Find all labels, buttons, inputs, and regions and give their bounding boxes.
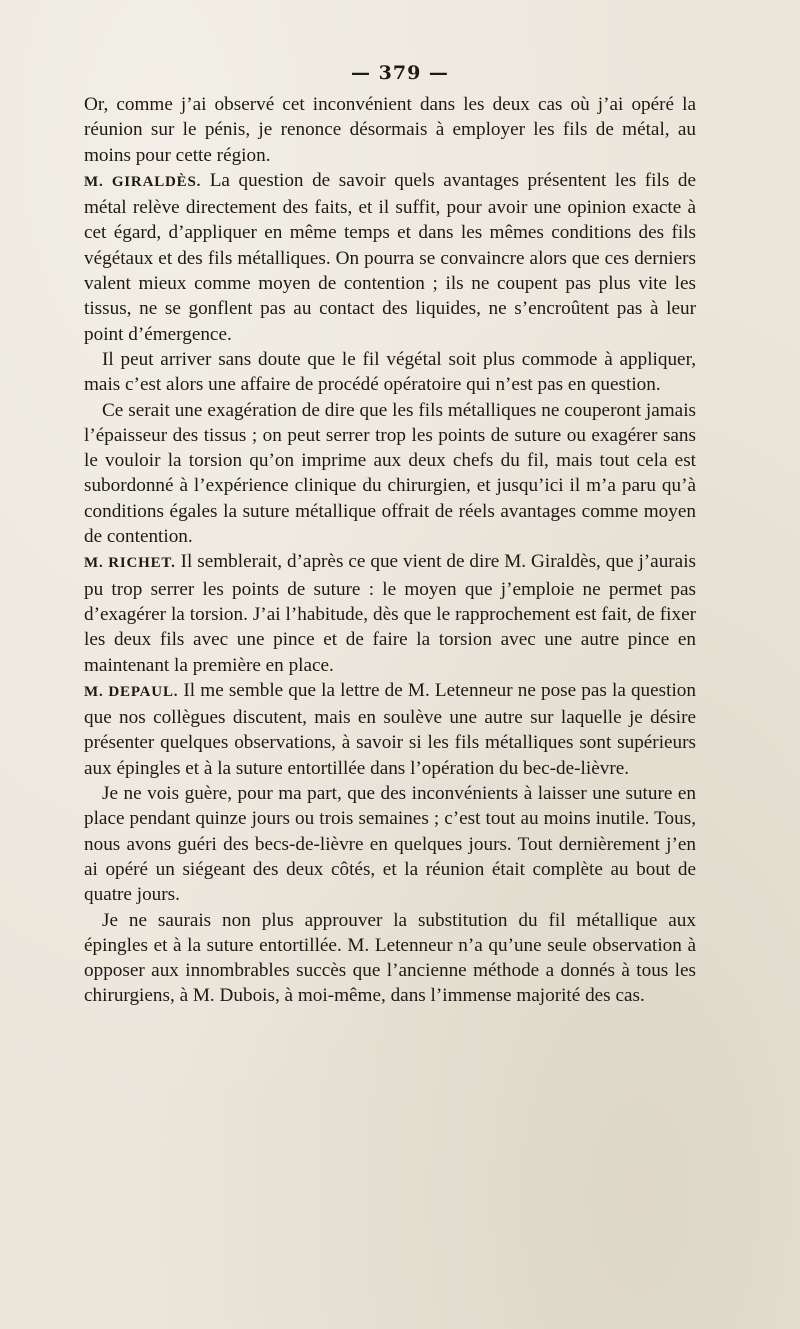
body-text <box>84 92 696 1009</box>
paragraph <box>84 168 696 347</box>
paragraph <box>84 781 696 907</box>
speaker-name: M. RICHET. <box>84 555 176 572</box>
paragraph-text: Il semblerait, d’après ce que vient de dire M. Giraldès, que j’aurais pu trop serrer les points de suture : le moyen que j’emploie ne permet pas d’exagérer la torsion. J’ai l’habitude, dès que le rapprochement est fait, de fixer les deux fils avec une pince et de faire la torsion avec une autre pince en maintenant la première en place. <box>84 551 696 676</box>
paragraph <box>84 92 696 168</box>
paragraph <box>84 398 696 550</box>
paragraph-text: Or, comme j’ai observé cet inconvénient dans les deux cas où j’ai opéré la réunion sur le pénis, je renonce désormais à employer les fils de métal, au moins pour cette région. <box>84 94 696 166</box>
paragraph <box>84 347 696 398</box>
paragraph <box>84 549 696 677</box>
paragraph-text: Ce serait une exagération de dire que les fils métalliques ne couperont jamais l’épaisseur des tissus ; on peut serrer trop les points de suture ou exagérer sans le vouloir la torsion qu’on imprime aux deux chefs du fil, mais tout cela est subordonné à l’expérience clinique du chirurgien, et jusqu’ici il m’a paru qu’à conditions égales la suture métallique offrait de réels avantages comme moyen de contention. <box>84 399 696 548</box>
paragraph-text: La question de savoir quels avantages présentent les fils de métal relève directement des faits, et il suffit, pour avoir une opinion exacte à cet égard, d’appliquer en même temps et dans les mêmes conditions des fils végétaux et des fils métalliques. On pourra se convaincre alors que ces derniers valent mieux comme moyen de contention ; ils ne coupent pas plus vite les tissus, ne se gonflent pas au contact des liquides, ne s’encroûtent pas à leur point d’émergence. <box>84 169 696 345</box>
paragraph-text: Je ne vois guère, pour ma part, que des inconvénients à laisser une suture en place pendant quinze jours ou trois semaines ; c’est tout au moins inutile. Tous, nous avons guéri des becs-de-lièvre en quelques jours. Tout dernièrement j’en ai opéré un siégeant des deux côtés, et la réunion était complète au bout de quatre jours. <box>84 783 696 906</box>
paragraph-text: Il peut arriver sans doute que le fil végétal soit plus commode à appliquer, mais c’est alors une affaire de procédé opératoire qui n’est pas en question. <box>84 348 696 396</box>
page-number: — 379 — <box>351 62 449 84</box>
paragraph <box>84 678 696 781</box>
speaker-name: M. DEPAUL. <box>84 683 179 700</box>
paragraph-text: Je ne saurais non plus approuver la substitution du fil métallique aux épingles et à la suture entortillée. M. Letenneur n’a qu’une seule observation à opposer aux innombrables succès que l’ancienne méthode a donnés à tous les chirurgiens, à M. Dubois, à moi-même, dans l’immense majorité des cas. <box>84 909 696 1007</box>
speaker-name: M. GIRALDÈS. <box>84 173 202 190</box>
paragraph <box>84 908 696 1009</box>
paragraph-text: Il me semble que la lettre de M. Letenneur ne pose pas la question que nos collègues discutent, mais en soulève une autre sur laquelle je désire présenter quelques observations, à savoir si les fils métalliques sont supérieurs aux épingles et à la suture entortillée dans l’opération du bec-de-lièvre. <box>84 679 696 779</box>
